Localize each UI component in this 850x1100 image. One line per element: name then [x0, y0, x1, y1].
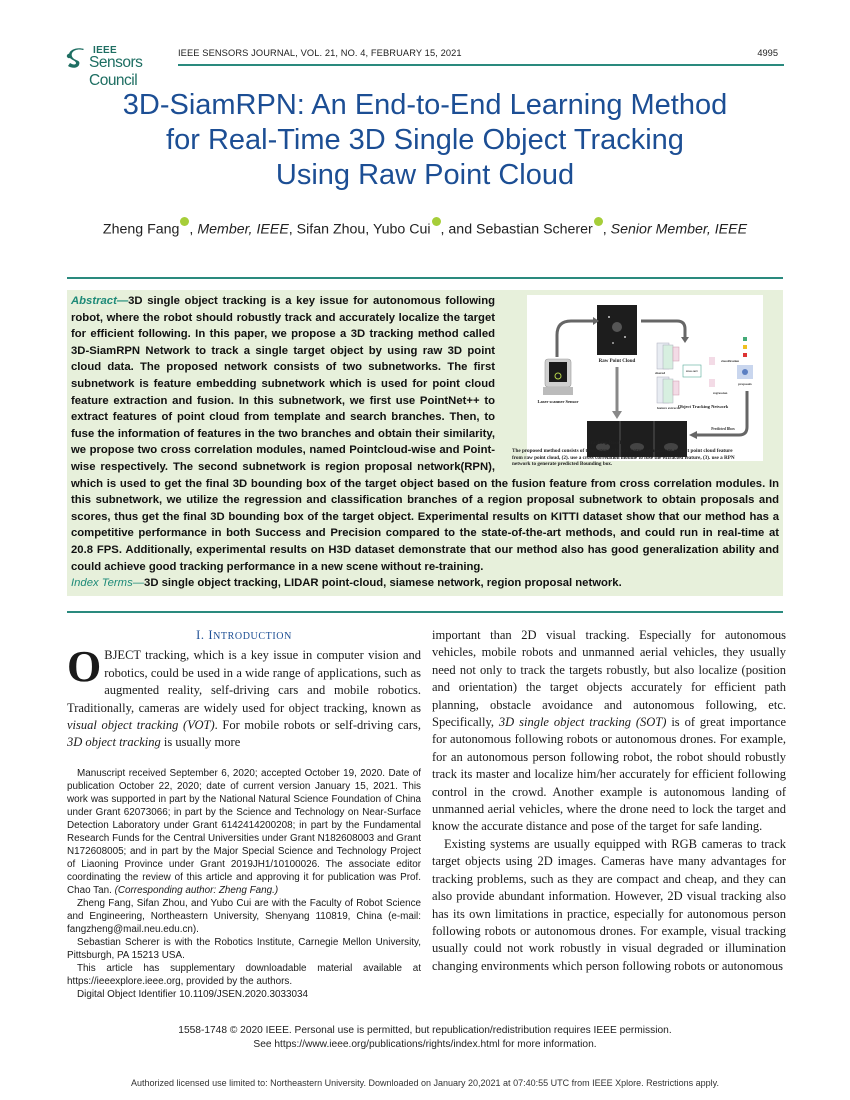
title-line-1: 3D-SiamRPN: An End-to-End Learning Method [122, 89, 728, 121]
ieee-sensors-council-logo [66, 44, 176, 89]
figure-canvas [527, 295, 763, 461]
index-terms-list: 3D single object tracking, LIDAR point-cloud, siamese network, region proposal network. [144, 577, 622, 589]
copyright-line-1: 1558-1748 © 2020 IEEE. Personal use is permitted, but republication/redistribution requires IEEE permission. [178, 1025, 672, 1036]
author-role: Member, IEEE [197, 221, 289, 238]
logo-council-text: Sensors Council [89, 54, 143, 89]
intro-paragraph-1: OBJECT tracking, which is a key issue in computer vision and robotics, could be used in a wide range of applications, such as augmented reality, self-driving cars and mobile robotics. Traditionally, cameras are widely used for object tracking, known as visual object tracking (VOT). For mobile robots or self-driving cars, 3D object tracking is usually more [67, 642, 422, 750]
author-name: Zheng Fang [102, 221, 180, 238]
author-list: Zheng Fang , Member, IEEE, Sifan Zhou, Yubo Cui , and Sebastian Scherer , Senior Member, IEEE [60, 219, 790, 238]
drop-cap: O [67, 642, 102, 692]
author-role: Senior Member, IEEE [610, 221, 748, 238]
abstract-bottom-rule [67, 611, 783, 613]
intro-paragraph-2: Existing systems are usually equipped with RGB cameras to track target objects using 2D images. Cameras have many advantages for tracking problems, such as they are compact and cheap, and they can also provide abundant information. However, 2D visual tracking also has its own limitations in practice, especially for autonomous person following robots or autonomous drones. For example, visual tracking usually could not work robustly in visual degraded or illumination changing environments which person following robots or autonomous [432, 836, 786, 973]
svg-text:feature extractor: feature extractor [657, 406, 681, 410]
svg-text:regression: regression [713, 391, 728, 395]
index-terms [71, 577, 779, 589]
figure-caption-text: The proposed method consists of three steps: (1). use feature extractor to extract point cloud feature from raw point cloud, (2). use a cross correlation module to fuse the extracted feature, (3). use a RPN network to generate predicted Bounding box. [512, 448, 735, 468]
index-terms-label: Index Terms— [71, 577, 145, 589]
abstract-label: Abstract— [71, 295, 129, 307]
sensors-council-logo-icon [66, 47, 88, 71]
left-column [67, 627, 421, 752]
copyright-notice [60, 1024, 790, 1052]
copyright-line-2[interactable]: See https://www.ieee.org/publications/rights/index.html for more information. [253, 1039, 597, 1050]
footnote-supplementary: This article has supplementary downloadable material available at https://ieeexplore.ieee.org, provided by the authors. [67, 963, 421, 987]
svg-text:cross corr.: cross corr. [685, 370, 699, 373]
author-name: and Sebastian Scherer [448, 221, 593, 238]
pipeline-diagram [527, 295, 763, 461]
right-column [432, 627, 786, 975]
running-header [66, 44, 784, 89]
figure-caption [512, 440, 738, 468]
svg-text:shared: shared [655, 371, 666, 375]
section-heading-introduction: I. INTRODUCTION [196, 628, 292, 642]
intro-paragraph-1-cont: important than 2D visual tracking. Especially for autonomous vehicles, mobile robots and unmanned aerial vehicles, they usually need not only to track the targets robustly, but also localize (position and orientation) the target objects accurately for efficient path planning, obstacle avoidance and autonomous following, etc. Specifically, 3D single object tracking (SOT) is of great importance for autonomous following robots or autonomous drones. For example, for an autonomous person following robot, the robot should robustly track its master and localize him/her accurately for efficient following control in the crowd. Another example is autonomous landing of unmanned aerial vehicles, where the drone need to lock the target and know the accurate distance and pose of the target for safe landing. [432, 628, 786, 834]
orcid-icon[interactable] [180, 217, 189, 226]
author-name: Yubo Cui [372, 221, 431, 238]
author-name: Sifan Zhou [296, 221, 366, 238]
footnote-doi: Digital Object Identifier 10.1109/JSEN.2020.3033034 [77, 989, 308, 1000]
authorized-use-notice: Authorized licensed use limited to: Northeastern University. Downloaded on January 20,2021 at 07:40:55 UTC from IEEE Xplore. Restrictions apply. [131, 1078, 719, 1088]
abstract [71, 293, 779, 575]
footnote-affiliation-neu: Zheng Fang, Sifan Zhou, and Yubo Cui are with the Faculty of Robot Science and Engineering, Northeastern University, Shenyang 110819, China (e-mail: fangzheng@mail.neu.edu.cn). [67, 898, 421, 935]
header-rule [178, 64, 784, 66]
journal-citation: IEEE SENSORS JOURNAL, VOL. 21, NO. 4, FEBRUARY 15, 2021 [178, 48, 462, 58]
svg-text:Raw Point Cloud: Raw Point Cloud [598, 359, 636, 364]
title-line-3: Using Raw Point Cloud [275, 159, 575, 191]
title-line-2: for Real-Time 3D Single Object Tracking [166, 124, 684, 156]
abstract-top-rule [67, 277, 783, 279]
svg-text:proposals: proposals [738, 382, 752, 386]
abstract-body: 3D single object tracking is a key issue for autonomous following robot, where the robot should robustly track and accurately localize the target for efficient following. In this paper, we propose a 3D tracking method called 3D-SiamRPN Network to track a single target object by using raw 3D point cloud data. The proposed network consists of two subnetworks. The first subnetwork is feature embedding subnetwork which is used for point cloud feature extraction and fusion. In this subnetwork, we first use PointNet++ to extract features of point cloud from template and search branches. Then, to fuse the information of features in the two branches and obtain their similarity, we propose two cross correlation modules, named Pointcloud-wise and Point-wise respectively. The second subnetwork is region proposal network(RPN), which is used to get the final 3D bounding box of the target object based on the fusion feature from cross correlation modules. In this subnetwork, we utilize the regression and classification branches of a region proposal subnetwork to obtain proposals and scores, thus get the final 3D bounding box of the target object. Experimental results on KITTI dataset show that our method has a competitive performance in both Success and Precision compared to the state-of-the-art methods, and could run in real-time at 20.8 FPS. Additionally, experimental results on H3D dataset demonstrate that our method also has good generalization ability and could achieve good tracking performance in a new scene without re-training. [71, 295, 779, 573]
logo-ieee-text: IEEE [93, 45, 117, 56]
svg-text:classification: classification [721, 359, 740, 363]
tracking-result-label: Tracking Result [587, 440, 623, 446]
orcid-icon[interactable] [432, 217, 441, 226]
paper-title [60, 88, 790, 193]
svg-text:Predicted Bbox: Predicted Bbox [711, 427, 735, 431]
footnote-affiliation-cmu: Sebastian Scherer is with the Robotics Institute, Carnegie Mellon University, Pittsburgh, PA 15213 USA. [67, 937, 421, 961]
orcid-icon[interactable] [594, 217, 603, 226]
page-number: 4995 [757, 48, 778, 58]
svg-text:Laser scanner Sensor: Laser scanner Sensor [537, 399, 579, 404]
footnote-manuscript: Manuscript received September 6, 2020; accepted October 19, 2020. Date of publication October 22, 2020; date of current version January 15, 2021. This work was supported in part by the National Natural Science Foundation of China under Grant 62073066; in part by the Science and Technology on Near-Surface Detection Laboratory under Grant 6142414200208; in part by the Fundamental Research Funds for the Central Universities under Grant N182608003 and Grant N172608005; and in part by the Major Special Science and Technology Project of Liaoning Province under Grant 2019JH1/10100026. The associate editor coordinating the review of this article and approving it for publication was Prof. Chao Tan. (Corresponding author: Zheng Fang.) [67, 768, 421, 896]
svg-text:Object Tracking Network: Object Tracking Network [677, 404, 729, 409]
footnotes [67, 767, 421, 1001]
